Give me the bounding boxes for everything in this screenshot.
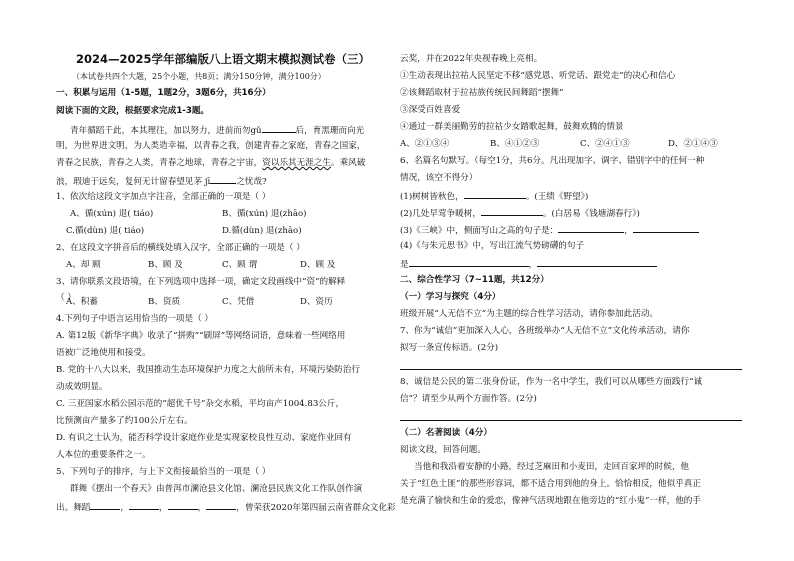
excerpt-line-3: 是充满了愉快和生命的爱恋，像神气活现地跟在他旁边的“红小鬼”一样，他的手	[400, 496, 701, 506]
q5-sentence-3: ③深受百姓喜爱	[400, 105, 461, 115]
q3-option-d: D、资历	[300, 297, 333, 307]
question-7-line-2: 拟写一条宣传标语。(2分)	[400, 343, 499, 353]
passage-line-4: 浪，瑕迪于远矣，复何无计留春望见茅 jī 之忧哉?	[56, 177, 267, 187]
q7-answer-line[interactable]	[400, 369, 742, 370]
reading-instruction: 阅读下面的文段，根据要求完成1-3题。	[56, 106, 210, 116]
excerpt-line-1: 当他和我沿着安静的小路，经过芝麻田和小麦田，走回百家坪的时候，他	[414, 462, 690, 472]
q1-option-a: A、循(xún) 退( tiáo)	[70, 209, 154, 219]
q2-option-c: C、顾 谓	[222, 260, 258, 270]
question-7-line-1: 7、你为“诚信”更加深入人心，各班级举办“人无信不立”文化传承活动，请你	[400, 326, 690, 336]
reading-prompt: 阅读文段，回答问题。	[400, 445, 486, 455]
q1-option-d: D.循(dùn) 退(zhāo)	[222, 226, 302, 236]
q4-option-b-line1: B. 党的十八大以来，我国推动生态环境保护力度之大前所未有，环境污染防治行	[56, 365, 360, 375]
q6-item-4: (4)《与朱元思书》中，写出江流气势磅礴的句子	[400, 241, 585, 251]
q3-option-c: C、凭借	[222, 297, 255, 307]
exam-note: （本试卷共四个大题，25个小题，共8页；满分150分钟，满分100分）	[72, 72, 326, 81]
q6-item-4-answer: 是 ，	[400, 258, 657, 271]
q4-option-b-line2: 动成效明显。	[56, 382, 108, 392]
passage-line-1: 青年循蹈千此，本其理往，加以努力，进前而勿gǔ 后，育黑珊而向光	[70, 126, 365, 136]
q5-option-d: D、②①④③	[668, 139, 718, 149]
q4-option-c-line1: C. 三亚国家水稻公园示范的“超优千号”杂交水稻，平均亩产1004.83公斤，	[56, 399, 345, 409]
question-8-line-2: 信”？请至少从两个方面作答。(2分)	[400, 394, 537, 404]
q1-option-c: C.循(dùn) 退( tiáo)	[66, 226, 145, 236]
q5-passage-line-2: 出。舞蹈 ， ， ， ，曾荣获2020年第四届云南省群众文化彩	[56, 503, 396, 513]
passage-line-2: 明，为世界进文明，为人类造幸福，以青春之我，创建青春之家庭，青春之国家，	[56, 141, 366, 151]
q1-option-b: B、循(xún) 退(zhāo)	[222, 209, 307, 219]
section-2-heading: 二、综合性学习（7~11题，共12分）	[400, 275, 549, 285]
q4-option-a-line1: A. 第12版《新华字典》收录了“拼购”“刷屏”等网络词语，意味着一些网络用	[56, 331, 346, 341]
question-2: 2、在这段文字拼音后的横线处填入汉字，全部正确的一项是（ ）	[56, 243, 305, 253]
q2-option-a: A、却 顾	[66, 260, 101, 270]
q3-option-a: A、积蓄	[66, 297, 98, 307]
q5-passage-line-1: 群舞《摆出一个春天》由普洱市澜沧县文化馆、澜沧县民族文化工作队创作演	[70, 484, 363, 494]
question-6-note: 情况，该空不得分）	[400, 173, 478, 183]
q4-option-d-line2: 人本位的重要条件之一。	[56, 450, 151, 460]
activity-intro: 班级开展“人无信不立”为主题的综合性学习活动，请你参加此活动。	[400, 309, 659, 319]
question-4: 4.下列句子中语言运用恰当的一项是（ ）	[56, 314, 214, 324]
q2-option-b: B、顾 及	[148, 260, 183, 270]
q4-option-a-line2: 语被广泛地使用和接受。	[56, 348, 151, 358]
exam-title: 2024—2025学年部编版八上语文期末模拟测试卷（三）	[76, 52, 371, 66]
q5-passage-end: 云奖，并在2022年央视春晚上亮相。	[400, 54, 543, 64]
passage-line-3: 青春之民族，青春之人类，青春之地球，青春之宇宙，资以乐其无涯之生。乘风破	[56, 158, 366, 168]
q5-option-b: B、④①②③	[490, 139, 540, 149]
q4-option-d-line1: D. 有识之士认为，能否科学设计家庭作业是实现家校良性互动、家庭作业回有	[56, 433, 352, 443]
q3-bracket: （ ）	[56, 293, 76, 303]
section-1-heading: 一、积累与运用（1-5题，1题2分，3题6分，共16分）	[56, 88, 271, 98]
question-5: 5、下列句子的排序，与上下文衔接最恰当的一项是（ ）	[56, 467, 271, 477]
q5-sentence-2: ②该舞蹈取材于拉祜族传统民间舞蹈“摆舞”	[400, 88, 564, 98]
q6-item-2: (2)几处早莺争暖树， 。(白居易《钱塘湖春行》)	[400, 209, 640, 219]
q6-item-1: (1)树树皆秋色， 。(王绩《野望》)	[400, 192, 589, 202]
q4-option-c-line2: 比预测亩产量多了约100公斤左右。	[56, 416, 193, 426]
excerpt-line-2: 关于“红色土匪”的那些形容词，都不适合用到他的身上。恰恰相反，他似乎真正	[400, 479, 701, 489]
q5-sentence-1: ①生动表现出拉祜人民坚定不移“感党恩、听党话、跟党走”的决心和信心	[400, 71, 676, 81]
q5-sentence-4: ④通过一群美丽勤劳的拉祜少女踏歌起舞，鼓舞欢腾的情景	[400, 122, 624, 132]
q6-item-3: (3)《三峡》中，侧面写山之高的句子是： ，	[400, 224, 699, 237]
question-1: 1、依次给这段文字加点字注音，全部正确的一项是（ ）	[56, 192, 271, 202]
q5-option-c: C、②④①③	[580, 139, 630, 149]
subsection-2-heading: （二）名著阅读（4分）	[400, 428, 492, 438]
q8-answer-line[interactable]	[400, 420, 742, 421]
question-3: 3、请你联系文段语境，在下列选项中选择一项，确定文段画线中“资”的解释	[56, 277, 346, 287]
subsection-1-heading: （一）学习与探究（4分）	[400, 292, 501, 302]
q5-option-a: A、②①③④	[400, 139, 450, 149]
question-6: 6、名篇名句默写。（每空1分，共6分。凡出现加字、调字、错别字中的任何一种	[400, 156, 705, 166]
q2-option-d: D、顾 及	[300, 260, 336, 270]
q3-option-b: B、资质	[148, 297, 181, 307]
question-8-line-1: 8、诚信是公民的第二张身份证，作为一名中学生，我们可以从哪些方面践行“诚	[400, 377, 703, 387]
